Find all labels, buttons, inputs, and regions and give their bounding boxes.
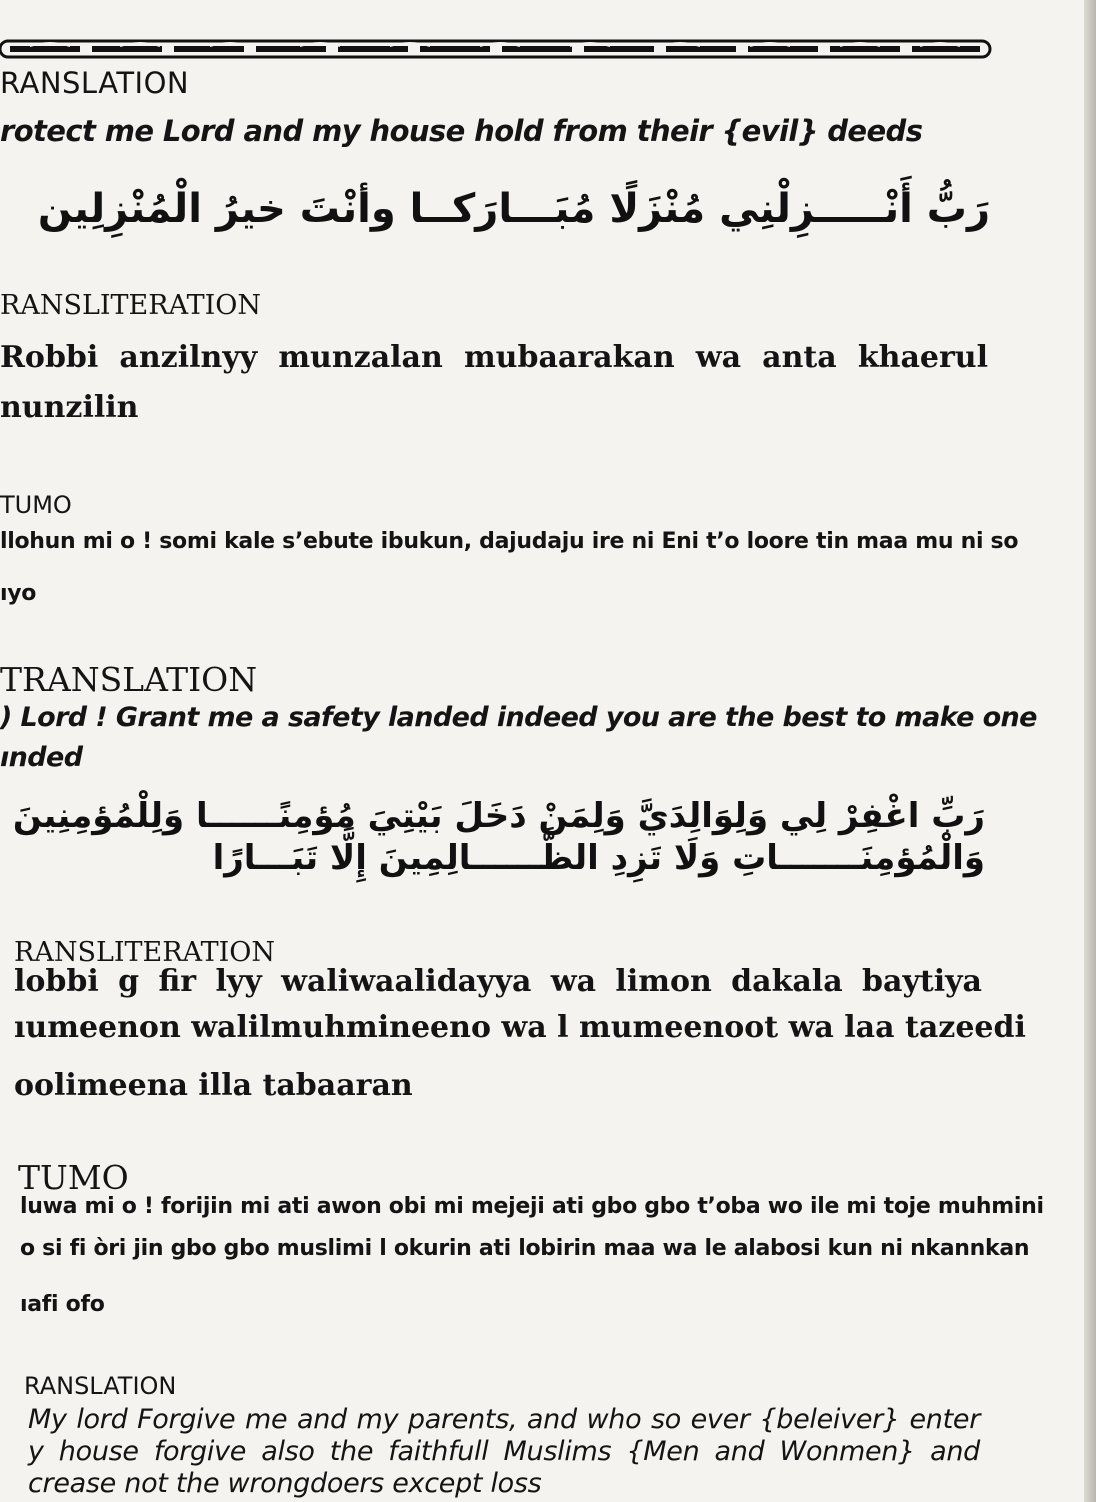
- section4-line-2: ınded: [0, 742, 83, 773]
- section1-heading: RANSLATION: [0, 66, 190, 100]
- section2-heading: RANSLITERATION: [0, 290, 262, 321]
- section5-heading: RANSLITERATION: [14, 937, 276, 968]
- section4-arabic-line-2: وَالْمُؤمِنَـــــــاتِ وَلَا تَزِدِ الظَّــــــالِمِينَ إِلَّا تَبَـــارًا: [212, 838, 985, 878]
- section4-arabic-line-1: رَبِّ اغْفِرْ لِي وَلِوَالِدَيَّ وَلِمَنْ دَخَلَ بَيْتِيَ مُؤمِنًــــــا وَلِلْمُؤمِنِينَ: [12, 796, 985, 836]
- section6-line-3: ıafi ofo: [20, 1292, 105, 1317]
- page-edge-shadow: [1084, 0, 1096, 1502]
- section3-heading: TUMO: [0, 491, 72, 519]
- section7-line-2: y house forgive also the faithfull Muslims {Men and Wonmen} and: [28, 1436, 980, 1467]
- decorative-border: [0, 38, 995, 60]
- section5-line-1: lobbi g fir lyy waliwaalidayya wa limon dakala baytiya: [14, 964, 982, 999]
- section3-line-2: ıyo: [0, 581, 37, 606]
- section5-line-3: oolimeena illa tabaaran: [14, 1068, 413, 1103]
- section4-line-1: ) Lord ! Grant me a safety landed indeed you are the best to make one: [0, 702, 1037, 733]
- section4-heading: TRANSLATION: [0, 660, 258, 699]
- section7-line-1: My lord Forgive me and my parents, and who so ever {beleiver} enter: [28, 1404, 980, 1435]
- section3-line-1: llohun mi o ! somi kale s’ebute ibukun, dajudaju ire ni Eni t’o loore tin maa mu ni so: [0, 529, 1019, 554]
- section2-line-2: nunzilin: [0, 390, 139, 425]
- section1-translation: rotect me Lord and my house hold from their {evil} deeds: [0, 114, 923, 148]
- section1-arabic: رَبُّ أَنْـــــزِلْنِي مُنْزَلًا مُبَـــارَكــا وأنْتَ خيرُ الْمُنْزِلِين: [37, 186, 990, 232]
- section7-line-3: crease not the wrongdoers except loss: [28, 1468, 542, 1499]
- section6-line-2: o si fi òri jin gbo gbo muslimi l okurin ati lobirin maa wa le alabosi kun ni nkannkan: [20, 1236, 1030, 1261]
- section5-line-2: ıumeenon walilmuhmineeno wa l mumeenoot wa laa tazeedi: [14, 1010, 1026, 1045]
- section6-heading: TUMO: [18, 1158, 129, 1197]
- section7-heading: RANSLATION: [24, 1372, 177, 1400]
- section2-line-1: Robbi anzilnyy munzalan mubaarakan wa anta khaerul: [0, 340, 988, 375]
- section6-line-1: luwa mi o ! forijin mi ati awon obi mi mejeji ati gbo gbo t’oba wo ile mi toje muhmini: [20, 1194, 1044, 1219]
